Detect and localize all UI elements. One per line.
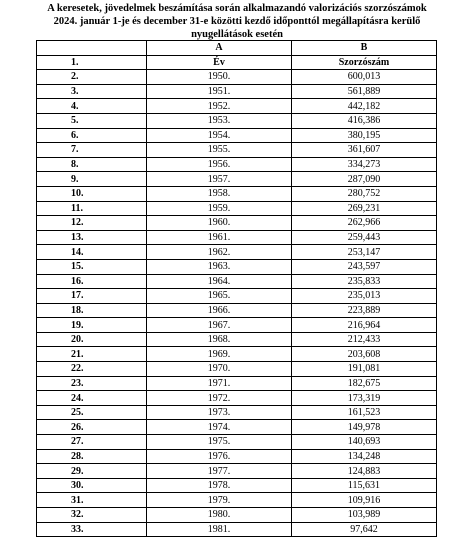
year-cell: 1975. [147,435,292,450]
year-cell: 1979. [147,493,292,508]
year-cell: 1951. [147,84,292,99]
row-number: 12. [37,216,147,231]
header-row [37,55,437,70]
corner-cell [37,41,147,56]
table-row [37,70,437,85]
year-cell: 1961. [147,230,292,245]
multiplier-cell: 262,966 [292,216,437,231]
table-row [37,391,437,406]
row-number: 23. [37,376,147,391]
multiplier-cell: 223,889 [292,303,437,318]
multiplier-cell: 259,443 [292,230,437,245]
table-row [37,259,437,274]
title-line-3: nyugellátások esetén [191,29,283,40]
table-row [37,347,437,362]
table-body [37,41,437,537]
multiplier-cell: 561,889 [292,84,437,99]
row-number: 4. [37,99,147,114]
multiplier-cell: 361,607 [292,143,437,158]
row-number: 17. [37,289,147,304]
row-number: 3. [37,84,147,99]
row-number: 22. [37,362,147,377]
multiplier-cell: 109,916 [292,493,437,508]
multiplier-cell: 235,013 [292,289,437,304]
header-year: Év [147,55,292,70]
multiplier-cell: 212,433 [292,332,437,347]
column-letter-row [37,41,437,56]
table-row [37,362,437,377]
multiplier-cell: 253,147 [292,245,437,260]
multiplier-cell: 269,231 [292,201,437,216]
multiplier-cell: 149,978 [292,420,437,435]
multiplier-cell: 442,182 [292,99,437,114]
multiplier-cell: 216,964 [292,318,437,333]
table-row [37,435,437,450]
year-cell: 1956. [147,157,292,172]
year-cell: 1962. [147,245,292,260]
valorization-table [36,40,437,537]
year-cell: 1964. [147,274,292,289]
row-number: 30. [37,478,147,493]
table-row [37,274,437,289]
year-cell: 1968. [147,332,292,347]
year-cell: 1958. [147,186,292,201]
table-row [37,201,437,216]
row-number: 16. [37,274,147,289]
multiplier-cell: 191,081 [292,362,437,377]
row-number: 25. [37,405,147,420]
year-cell: 1959. [147,201,292,216]
header-multiplier: Szorzószám [292,55,437,70]
multiplier-cell: 235,833 [292,274,437,289]
table-row [37,405,437,420]
multiplier-cell: 140,693 [292,435,437,450]
row-number: 1. [37,55,147,70]
multiplier-cell: 97,642 [292,522,437,537]
column-letter-b: B [292,41,437,56]
row-number: 29. [37,464,147,479]
multiplier-cell: 124,883 [292,464,437,479]
column-letter-a: A [147,41,292,56]
table-row [37,420,437,435]
year-cell: 1957. [147,172,292,187]
table-row [37,245,437,260]
table-row [37,332,437,347]
table-row [37,113,437,128]
table-row [37,99,437,114]
table-row [37,172,437,187]
table-row [37,128,437,143]
row-number: 7. [37,143,147,158]
year-cell: 1966. [147,303,292,318]
title-line-2: 2024. január 1-je és december 31-e közötti kezdő időponttól megállapításra kerülő [53,16,421,27]
row-number: 33. [37,522,147,537]
year-cell: 1953. [147,113,292,128]
row-number: 15. [37,259,147,274]
table-row [37,522,437,537]
year-cell: 1965. [147,289,292,304]
table-row [37,216,437,231]
table-row [37,186,437,201]
row-number: 10. [37,186,147,201]
year-cell: 1980. [147,508,292,523]
year-cell: 1973. [147,405,292,420]
year-cell: 1967. [147,318,292,333]
row-number: 11. [37,201,147,216]
row-number: 5. [37,113,147,128]
document-title [0,2,474,41]
multiplier-cell: 134,248 [292,449,437,464]
row-number: 9. [37,172,147,187]
table-row [37,464,437,479]
year-cell: 1977. [147,464,292,479]
table-row [37,303,437,318]
row-number: 2. [37,70,147,85]
table-row [37,230,437,245]
year-cell: 1954. [147,128,292,143]
year-cell: 1976. [147,449,292,464]
row-number: 8. [37,157,147,172]
table-row [37,493,437,508]
year-cell: 1974. [147,420,292,435]
year-cell: 1952. [147,99,292,114]
table-row [37,318,437,333]
row-number: 13. [37,230,147,245]
year-cell: 1950. [147,70,292,85]
multiplier-cell: 115,631 [292,478,437,493]
row-number: 27. [37,435,147,450]
row-number: 20. [37,332,147,347]
title-line-1: A keresetek, jövedelmek beszámítása során alkalmazandó valorizációs szorzószámok [47,3,427,14]
multiplier-cell: 416,386 [292,113,437,128]
row-number: 21. [37,347,147,362]
year-cell: 1969. [147,347,292,362]
year-cell: 1981. [147,522,292,537]
row-number: 18. [37,303,147,318]
table-row [37,143,437,158]
table-row [37,449,437,464]
multiplier-cell: 287,090 [292,172,437,187]
multiplier-cell: 173,319 [292,391,437,406]
multiplier-cell: 103,989 [292,508,437,523]
table-row [37,376,437,391]
row-number: 31. [37,493,147,508]
year-cell: 1960. [147,216,292,231]
row-number: 26. [37,420,147,435]
row-number: 6. [37,128,147,143]
table-row [37,289,437,304]
table-row [37,478,437,493]
multiplier-cell: 203,608 [292,347,437,362]
year-cell: 1970. [147,362,292,377]
year-cell: 1978. [147,478,292,493]
year-cell: 1955. [147,143,292,158]
multiplier-cell: 161,523 [292,405,437,420]
row-number: 32. [37,508,147,523]
row-number: 24. [37,391,147,406]
multiplier-cell: 334,273 [292,157,437,172]
multiplier-cell: 182,675 [292,376,437,391]
row-number: 14. [37,245,147,260]
year-cell: 1963. [147,259,292,274]
row-number: 28. [37,449,147,464]
year-cell: 1972. [147,391,292,406]
multiplier-cell: 600,013 [292,70,437,85]
table-row [37,508,437,523]
year-cell: 1971. [147,376,292,391]
multiplier-cell: 243,597 [292,259,437,274]
table-row [37,84,437,99]
multiplier-cell: 380,195 [292,128,437,143]
table-row [37,157,437,172]
multiplier-cell: 280,752 [292,186,437,201]
row-number: 19. [37,318,147,333]
